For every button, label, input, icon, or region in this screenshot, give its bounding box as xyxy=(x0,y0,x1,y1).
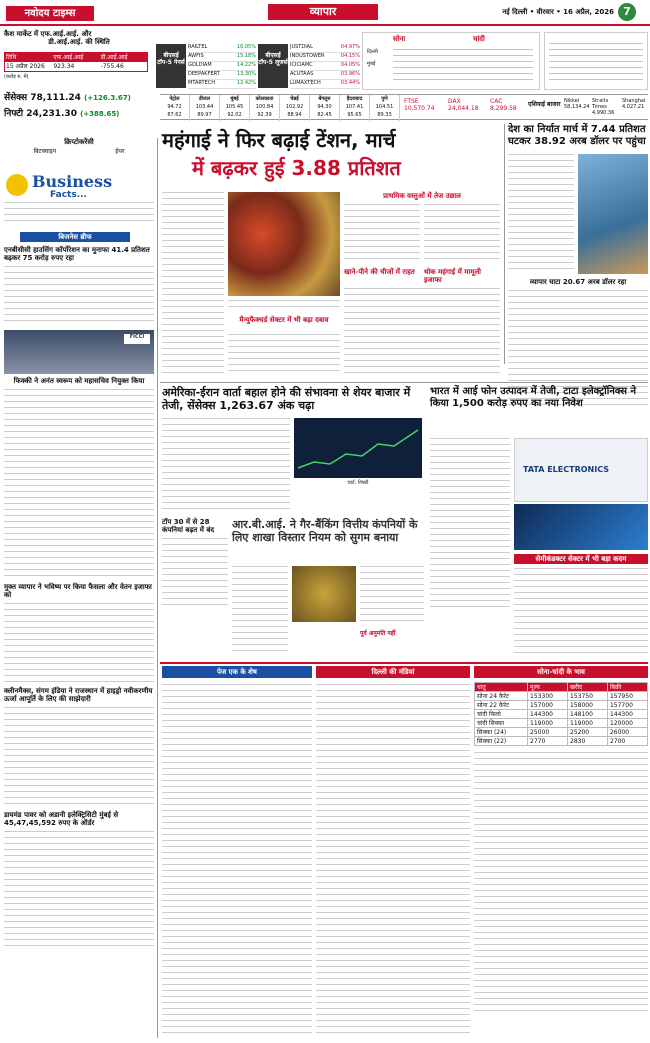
crypto-row xyxy=(4,148,154,155)
mandi-text xyxy=(316,684,470,1034)
gainer-symbol: DEEPAKFERT xyxy=(188,71,220,77)
ticker-city: डीजल xyxy=(198,96,211,102)
price-row xyxy=(475,701,648,710)
ticker-petrol: 105.45 xyxy=(225,104,244,110)
main-text-col3 xyxy=(344,204,420,264)
ficci-logo: FICCI xyxy=(124,334,150,344)
fii-col-fii: एफ.आई.आई xyxy=(53,54,84,61)
sensex-change: (+126.3.67) xyxy=(84,94,131,102)
gainer-symbol: AWFIS xyxy=(188,53,204,59)
ticker-petrol: 100.84 xyxy=(255,104,274,110)
ticker-cell xyxy=(190,95,220,121)
bitcoin-label: बिटक्वाइन xyxy=(33,148,57,155)
ticker-city: हैदराबाद xyxy=(346,96,363,102)
rbi-text-2 xyxy=(360,566,424,626)
loser-row xyxy=(290,44,360,53)
primary-sub: प्राथमिक वस्तुओं में तेज उछाल xyxy=(383,192,461,200)
loser-pct: 03.44% xyxy=(340,80,360,86)
gainer-pct: 13.30% xyxy=(236,71,256,77)
price-header-cell: मूल्य xyxy=(528,683,568,692)
price-cell: सोना 24 कैरेट xyxy=(475,692,528,701)
price-row xyxy=(475,692,648,701)
crypto-title: क्रिप्टोकरेंसी xyxy=(64,138,94,146)
market-sub-box xyxy=(162,518,228,558)
sensex-value: 78,111.24 xyxy=(30,93,81,103)
losers-box xyxy=(258,44,360,90)
ficci-photo xyxy=(4,330,154,374)
market-text xyxy=(162,418,290,514)
market-chart-svg xyxy=(294,418,422,478)
price-header-cell: खरीद xyxy=(568,683,608,692)
loser-pct: 04.15% xyxy=(340,53,360,59)
losers-label: बीएसई टॉप-5 लूजर्स xyxy=(258,44,288,88)
gainer-symbol: MTARTECH xyxy=(188,80,215,86)
market-headline: अमेरिका-ईरान वार्ता बहाल होने की संभावना से शेयर बाजार में तेजी, सेंसेक्स 1,263.67 अंक चढ़ा xyxy=(162,386,411,412)
price-row xyxy=(475,710,648,719)
dax: DAX 24,044.18 xyxy=(448,98,479,112)
ticker-city: पुणे xyxy=(381,96,388,102)
ticker-city: कोलकाता xyxy=(255,96,274,102)
ticker-petrol: 94.30 xyxy=(317,104,332,110)
port-photo xyxy=(578,154,648,274)
price-cell: 157700 xyxy=(607,701,647,710)
price-cell: 153300 xyxy=(528,692,568,701)
col-divider-left xyxy=(157,138,158,1038)
market-chart xyxy=(294,418,422,478)
business-facts xyxy=(4,172,154,228)
price-cell: 148100 xyxy=(568,710,608,719)
price-cell: 144300 xyxy=(528,710,568,719)
brief-4-headline: डायमंड पावर को अडानी इलेक्ट्रिसिटी मुंबई से 45,47,45,592 रुपए के ऑर्डर xyxy=(4,811,119,827)
loser-pct: 04.05% xyxy=(340,62,360,68)
ticker-petrol: 102.92 xyxy=(285,104,304,110)
straits: Straits Times 4,990.36 xyxy=(592,98,615,116)
price-cell: सिक्का (24) xyxy=(475,728,528,737)
ticker-cells xyxy=(160,95,400,121)
ticker-cell xyxy=(340,95,370,121)
business-title: Business xyxy=(32,172,113,191)
tata-photo xyxy=(514,438,648,502)
tata-text-2 xyxy=(514,568,648,656)
losers-list xyxy=(290,44,360,89)
gainer-row xyxy=(188,44,256,53)
brief-2-headline: मुक्त व्यापार ने भविष्य पर किया फैसला और वेतन इजाफा को xyxy=(4,583,152,599)
price-cell: 2770 xyxy=(528,737,568,746)
price-row xyxy=(475,728,648,737)
rbi-headline: आर.बी.आई. ने गैर-बैंकिंग वित्तीय कंपनियों के लिए शाखा विस्तार नियम को सुगम बनाया xyxy=(232,518,418,544)
price-cell: सोना 22 कैरेट xyxy=(475,701,528,710)
price-cell: चांदी सिक्का xyxy=(475,719,528,728)
rule-market xyxy=(160,382,648,383)
logo: नवोदय टाइम्स xyxy=(6,6,94,21)
tata-story xyxy=(430,386,648,656)
rbi-photo xyxy=(292,566,356,622)
price-cell: 153750 xyxy=(568,692,608,701)
bullion-box xyxy=(362,32,540,90)
brief-label: बिजनेस ब्रीफ xyxy=(20,232,130,242)
gainers-box xyxy=(156,44,256,90)
sensex-row xyxy=(4,92,158,104)
tata-headline: भारत में आई फोन उत्पादन में तेजी, टाटा इलेक्ट्रॉनिक्स ने किया 1,500 करोड़ रुपए का नया निवेश xyxy=(430,386,637,409)
ticker-diesel: 82.45 xyxy=(317,112,332,118)
ticker-diesel: 89.33 xyxy=(377,112,392,118)
delhi-mandi-label: दिल्ली की मंडियां xyxy=(316,666,470,678)
brief-2-text xyxy=(4,603,154,683)
dii-value: -755.46 xyxy=(100,63,124,70)
loser-symbol: ACUTAAS xyxy=(290,71,314,77)
price-cell: 120000 xyxy=(607,719,647,728)
market-story xyxy=(162,386,424,516)
ticker-petrol: 94.72 xyxy=(167,104,182,110)
fii-value: 923.34 xyxy=(53,63,75,70)
ticker-cell xyxy=(310,95,340,121)
page-one-label: पेज एक के शेष xyxy=(162,666,312,678)
ticker-city: पेट्रोल xyxy=(169,96,180,102)
main-text-col2 xyxy=(228,334,340,376)
ticker-city: चेन्नई xyxy=(290,96,299,102)
price-cell: 25200 xyxy=(568,728,608,737)
gainer-row xyxy=(188,62,256,71)
price-header-cell: बिक्री xyxy=(607,683,647,692)
nikkei: Nikkei 58,134.24 xyxy=(564,98,590,110)
rbi-text-1 xyxy=(232,566,288,656)
price-cell: 2700 xyxy=(607,737,647,746)
food-sub: खाने-पीने की चीजों में राहत xyxy=(344,268,415,276)
chip-photo xyxy=(514,504,648,550)
masthead xyxy=(0,0,650,26)
exchange-box xyxy=(544,32,648,90)
ticker-cell xyxy=(250,95,280,121)
rbi-story xyxy=(232,518,424,658)
ticker-diesel: 92.39 xyxy=(257,112,272,118)
ficci-caption: फिक्की ने अनंत स्वरूप को महासचिव नियुक्त किया xyxy=(13,377,145,385)
price-cell: 26000 xyxy=(607,728,647,737)
price-header-cell: धातु xyxy=(475,683,528,692)
nifty-value: 24,231.30 xyxy=(26,109,77,119)
index-box xyxy=(4,92,158,136)
fii-table xyxy=(4,52,148,72)
mumbai-label: मुंबई xyxy=(367,61,376,67)
crypto-box xyxy=(4,138,154,172)
ticker-diesel: 87.62 xyxy=(167,112,182,118)
wholesale-sub: थोक महंगाई में मामूली इजाफा xyxy=(424,268,481,284)
ticker-diesel: 89.97 xyxy=(197,112,212,118)
gainer-symbol: GOLDIAM xyxy=(188,62,212,68)
loser-row xyxy=(290,71,360,80)
brief-4-text xyxy=(4,831,154,951)
market-chart-line xyxy=(298,430,418,468)
ticker-diesel: 92.02 xyxy=(227,112,242,118)
business-sub: Facts... xyxy=(50,190,87,200)
ftse: FTSE 10,570.74 xyxy=(404,98,435,112)
price-cell: सिक्का (22) xyxy=(475,737,528,746)
loser-row xyxy=(290,62,360,71)
gainer-pct: 14.22% xyxy=(236,62,256,68)
main-headline-line1: महंगाई ने फिर बढ़ाई टेंशन, मार्च xyxy=(162,128,396,152)
price-cell: 158000 xyxy=(568,701,608,710)
gainer-row xyxy=(188,80,256,89)
ticker-petrol: 107.41 xyxy=(345,104,364,110)
price-cell: 2830 xyxy=(568,737,608,746)
section-label: व्यापार xyxy=(268,4,378,20)
gainer-row xyxy=(188,71,256,80)
ether-label: ईथर xyxy=(115,148,125,155)
brief-1-headline: एनबीसीसी हाउसिंग कॉर्पोरेशन का मुनाफा 41.4 प्रतिशत बढ़कर 75 करोड़ रुपए रहा xyxy=(4,246,150,262)
loser-row xyxy=(290,80,360,89)
main-headline xyxy=(162,126,502,188)
rbi-sub: पूर्व अनुमति नहीं xyxy=(360,630,396,637)
ticker-petrol: 103.44 xyxy=(195,104,214,110)
ticker-strip xyxy=(160,94,648,120)
ticker-cell xyxy=(160,95,190,121)
fii-note: (करोड़ रु. में) xyxy=(4,74,29,80)
gainers-label: बीएसई टॉप-5 गेनर्स xyxy=(156,44,186,88)
price-row xyxy=(475,737,648,746)
gold-title: सोना xyxy=(393,35,406,43)
fii-headline-2: डी.आई.आई. की स्थिति xyxy=(48,38,110,46)
page-number: 7 xyxy=(618,3,636,21)
main-text-col5 xyxy=(344,288,500,376)
fii-col-dii: डी.आई.आई xyxy=(100,54,128,61)
fii-col-date: तिथि xyxy=(6,54,17,61)
ticker-cell xyxy=(220,95,250,121)
cac: CAC 8,299.58 xyxy=(490,98,517,112)
tata-sub: सेमीकंडक्टर सेक्टर में भी बड़ा कदम xyxy=(514,554,648,564)
fii-date: 15 अप्रैल 2026 xyxy=(6,63,45,70)
ticker-cell xyxy=(280,95,310,121)
vegetable-photo xyxy=(228,192,340,296)
price-table xyxy=(474,682,648,746)
ticker-petrol: 104.51 xyxy=(375,104,394,110)
export-text-1 xyxy=(508,154,574,274)
market-sub: टॉप 30 में से 28 कंपनियां बढ़त में बंद xyxy=(162,518,215,534)
market-chart-caption: चार्ट: निफ्टी xyxy=(347,480,369,486)
trade-deficit-sub: व्यापार घाटा 20.67 अरब डॉलर रहा xyxy=(529,278,627,286)
ficci-text xyxy=(4,389,154,579)
price-row xyxy=(475,719,648,728)
fii-dii-box xyxy=(4,30,154,92)
bottom-col1 xyxy=(162,666,312,1038)
nifty-row xyxy=(4,108,158,120)
asia-label: एशियाई बाजार xyxy=(528,101,561,108)
col-divider-right xyxy=(504,124,505,364)
tata-text-1 xyxy=(430,438,510,608)
price-cell: 144300 xyxy=(607,710,647,719)
ticker-cell xyxy=(370,95,400,121)
loser-pct: 04.97% xyxy=(340,44,360,50)
price-text xyxy=(474,752,648,1012)
loser-pct: 03.96% xyxy=(340,71,360,77)
loser-row xyxy=(290,53,360,62)
ticker-diesel: 95.65 xyxy=(347,112,362,118)
bottom-col2 xyxy=(316,666,470,1038)
bottom-col3 xyxy=(474,666,648,1038)
main-body xyxy=(162,192,500,378)
gainer-pct: 16.05% xyxy=(236,44,256,50)
ticker-city: बेंगलुरु xyxy=(318,96,331,102)
main-headline-line2: में बढ़कर हुई 3.88 प्रतिशत xyxy=(192,156,401,180)
price-cell: 25000 xyxy=(528,728,568,737)
delhi-label: दिल्ली xyxy=(367,49,378,55)
tata-logo: TATA ELECTRONICS xyxy=(523,465,609,474)
photo-caption xyxy=(228,300,340,312)
silver-title: चांदी xyxy=(473,35,485,43)
brief-1-text xyxy=(4,266,154,326)
loser-symbol: ICICIAMC xyxy=(290,62,313,68)
gainer-pct: 15.18% xyxy=(236,53,256,59)
price-cell: 119000 xyxy=(528,719,568,728)
ticker-diesel: 88.94 xyxy=(287,112,302,118)
price-cell: 157950 xyxy=(607,692,647,701)
left-column xyxy=(4,246,154,1036)
loser-symbol: JUSTDIAL xyxy=(290,44,313,50)
loser-symbol: LUMAXTECH xyxy=(290,80,321,86)
date-line: नई दिल्ली • वीरवार • 16 अप्रैल, 2026 xyxy=(502,8,614,16)
loser-symbol: INDUSTOWER xyxy=(290,53,325,59)
bullion-rows xyxy=(393,49,533,85)
price-header xyxy=(475,683,648,692)
price-cell: चांदी किलो xyxy=(475,710,528,719)
export-headline: देश का निर्यात मार्च में 7.44 प्रतिशत घटकर 38.92 अरब डॉलर पर पहुंचा xyxy=(508,124,646,147)
fii-headline-1: कैश मार्केट में एफ.आई.आई. और xyxy=(4,30,92,38)
gainer-pct: 12.42% xyxy=(236,80,256,86)
market-sub-text xyxy=(162,538,228,608)
manufactured-sub: मैन्युफैक्चर्ड सेक्टर में भी बढ़ा दबाव xyxy=(239,316,329,324)
brief-3-headline: क्लीनमैक्स, संगम इंडिया ने राजस्थान में हाइड्रो नवीकरणीय ऊर्जा आपूर्ति के लिए की साझेदारी xyxy=(4,687,153,703)
sensex-label: सेंसेक्स xyxy=(4,93,28,103)
bulb-icon xyxy=(6,174,28,196)
price-cell: 157000 xyxy=(528,701,568,710)
gainer-symbol: RAILTEL xyxy=(188,44,208,50)
main-text-col1 xyxy=(162,192,224,376)
gold-silver-label: सोना-चांदी के भाव xyxy=(474,666,648,678)
facts-text xyxy=(4,202,154,226)
gainers-list xyxy=(188,44,256,89)
price-cell: 119000 xyxy=(568,719,608,728)
page-one-text xyxy=(162,684,312,1034)
nifty-change: (+388.65) xyxy=(80,110,120,118)
shanghai: Shanghai 4,027.21 xyxy=(622,98,646,110)
ticker-city: मुंबई xyxy=(230,96,239,102)
nifty-label: निफ्टी xyxy=(4,109,24,119)
exchange-rows xyxy=(549,43,643,83)
brief-3-text xyxy=(4,707,154,807)
gainer-row xyxy=(188,53,256,62)
rule-bottom xyxy=(160,662,648,664)
main-text-col4 xyxy=(424,204,500,264)
